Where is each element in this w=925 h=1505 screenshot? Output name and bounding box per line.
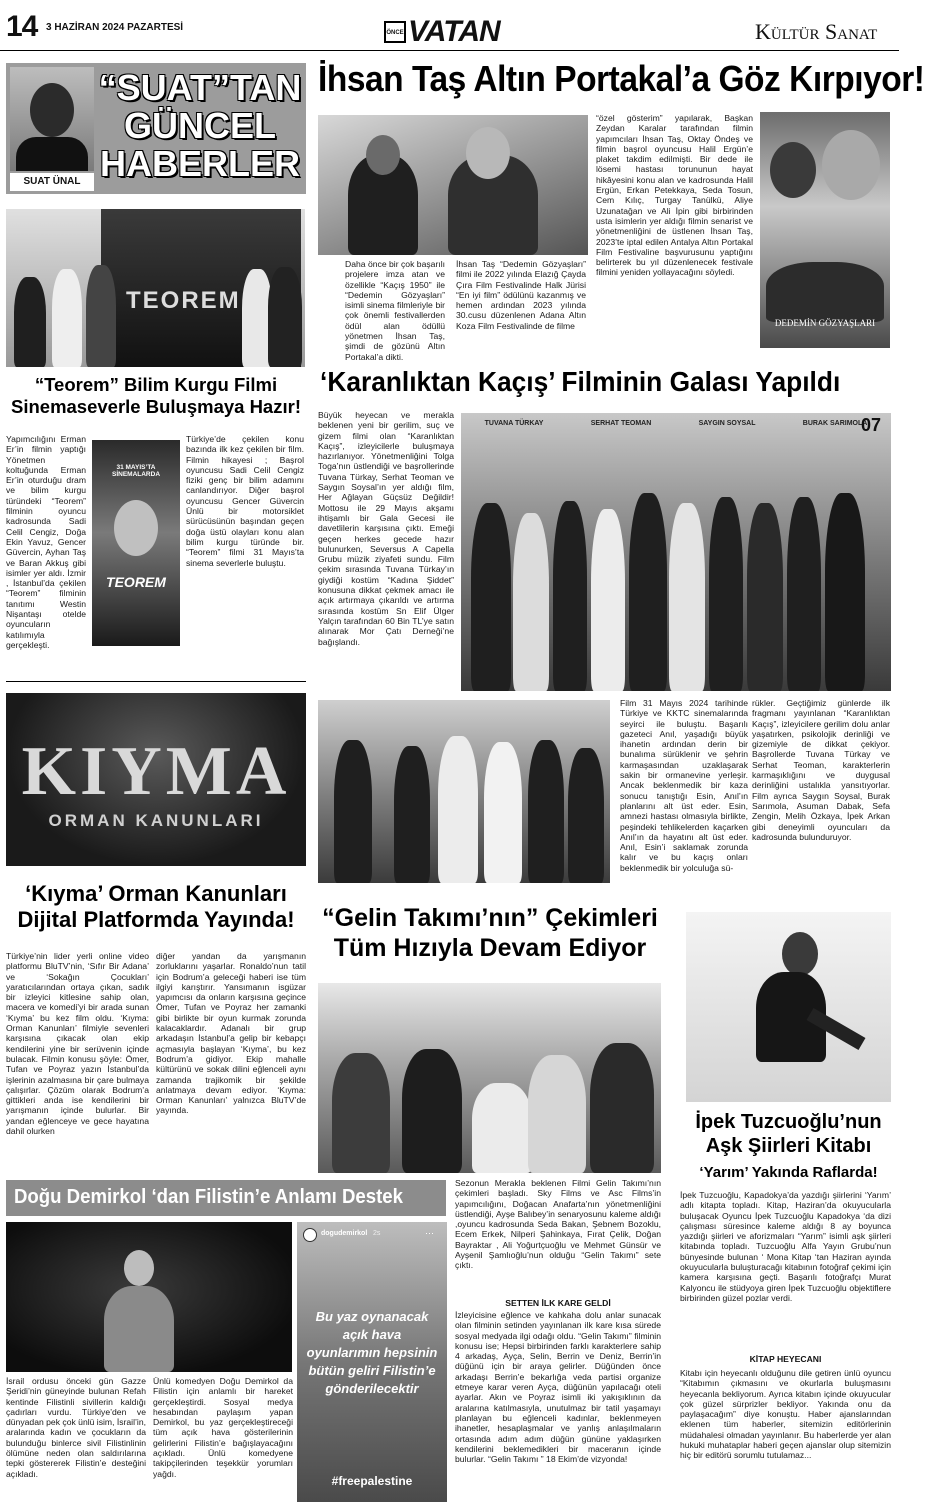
headline-kiyma-line: Dijital Platformda Yayında! — [17, 906, 295, 932]
logo-text: VATAN — [408, 15, 500, 48]
headline-dogu: Doğu Demirkol ‘dan Filistin’e Anlamı Destek — [14, 1186, 403, 1208]
teorem-body-col1: Yapımcılığını Erman Er’in filmin yaptığı Yönetmen koltuğunda Erman Er’in oturduğu dram ve bilim kurgu türündeki “Teorem” filminin oyuncu kadrosunda Sadi Celil Cengiz, Doğa Ekin Yavuz, Gencer Güvercin, Ayhan Taş ve Baran Akkuş gibi isimler yer aldı. İzmir , İstanbul’da çekilen “Teorem” filminin tanıtımı Westin Nişantaşı otelde oyuncuların katılımıyla gerçekleşti. — [6, 434, 86, 650]
dogu-body-col1: İsrail ordusu önceki gün Gazze Şeridi’nin güneyinde bulunan Refah kentinde Filistinli sivillerin kaldığı çadırları vurdu. Türkiye’den ve dünyadan pek çok ünlü isim, İsrail’in, aralarında kadın ve çocukların da bulunduğu binlerce sivil Filistinlinin ölümüne neden olan saldırılarına tepki göstererek Filistin’e desteğini açıkladı. — [6, 1376, 146, 1479]
karanlik-body-col3: rükler. Geçtiğimiz günlerde ilk fragmanı yayınlanan “Karanlıktan Kaçış”, izleyicilere gerilim dolu anlar yaşatırken, psikolojik derinliği ve gizemiyle de dikkat çekiyor. Başrollerde Tuvana Türkay ve Serhat Teoman, karakterlerin karmaşıklığını ve duygusal derinliğini ustalıkla yansıtıyorlar. Film ayrıca Saygın Soysal, Burak Sarımola, Asuman Dabak, Sefa Zengin, Melih Özkaya, İpek Arkan gibi deneyimli oyuncuları da kadrosunda bulunduruyor. — [752, 698, 890, 842]
headline-teorem-line: Sinemaseverle Buluşmaya Hazır! — [11, 395, 301, 417]
ipek-body-intro: İpek Tuzcuoğlu, Kapadokya’da yazdığı şiirlerini ‘Yarım’ adlı kitapta topladı. Kitap, Haziran’da okuyucularla buluşacak Oyuncu İpek Tuzcuoğlu Kapadokya ‘da dizi çalışması süresince kaleme aldığı 8 ay boyunca yazdığı şiirleri ve aforizmaları “Yarım” isimli aşk şiirleri kitabında topladı. Tuzcuoğlu Alfa Yayın Grubu’nun bünyesinde bulunan ‘ Mona Kitap ‘tan Haziran ayında okuyucularla buluşturacağı kitabının fotoğraf çekimi için kamera karşısına geçti. Başarılı fotoğrafçı Murat Kalyoncu ile stüdyoya giren İpek Tuzcuoğlu objektiflere birbirinden güzel pozlar verdi. — [680, 1190, 891, 1303]
author-body — [16, 137, 88, 171]
backdrop-date: 07 — [861, 415, 882, 435]
headline-kiyma — [6, 881, 306, 933]
section-name: Kültür Sanat — [755, 19, 878, 44]
headline-ipek — [686, 1110, 891, 1158]
ihsan-body-col2: İhsan Taş “Dedemin Gözyaşları” filmi ile 2022 yılında Elazığ Çayda Çıra Film Festivalinde Halk Jürisi “En iyi film” ödülünü kazanmış ve hemen ardından 2023 yılında 30.cusu düzenlenen Adana Altın Koza Film Festivalinde de filme — [456, 259, 586, 331]
instagram-story — [297, 1222, 447, 1502]
karanlik-body-intro: Büyük heyecan ve merakla beklenen yeni bir gerilim, suç ve gizem filmi olan “Karanlıktan Kaçış”, izleyicilerle buluşmaya hazırlanıyor. Yönetmenliğini Tolga Toga’nın üstlendiği ve başrollerinde Tuvana Türkay, Serhat Teoman ve Saygın Soysal’ın yer aldığı film, Her Ağlayan Güçsüz Değildir! Mottosu ile 29 Mayıs akşamı ihtişamlı bir Gala Gecesi ile davetlilerin karşısına çıktı. Emeği geçen herkes gecede hazır bulunurken, Seversus A Capella Grubu müzik ziyafeti sundu. Film çekim sırasında Tuvana Türkay’ın giydiği kostüm “Kadına Şiddet” konusuna dikkat çekmek amacı ile açık artırmaya çıkarıldı ve artırma sırasında kostüm Sn Elif Ülger Yalçın tarafından 60 Bin TL’ye satın alınarak Mor Çatı Derneği’ne bağışlandı. — [318, 410, 454, 647]
poster-teorem — [92, 440, 180, 646]
dogu-body-col2: Ünlü komedyen Doğu Demirkol da Filistin için anlamlı bir hareket gerçekleştirdi. Sosyal medya hesabından paylaşım yapan Demirkol, bu yaz gerçekleştireceği tüm açık hava gösterilerinin gelirlerini Filistin’e bağışlayacağını açıkladı. Ünlü komedyene takipçilerinden teşekkür yorumları yağdı. — [153, 1376, 293, 1479]
photo-ipek-tuzcuoglu — [686, 912, 891, 1102]
kiyma-body-col1: Türkiye’nin lider yerli online video platformu BluTV’nin, ‘Sıfır Bir Adana’ ve ‘Sokağın Çocukları’ yaratıcılarından ortaya çıkan, sadık bir izleyici kitlesine sahip olan, macera ve komedi’yi bir arada sunan ‘Kıyma’ bu kez film oldu. ‘Kıyma: Orman Kanunları’ filmiyle sevenleri karşısına çıkacak olan ekip kendilerini yine bir serüvenin içinde bulacak. Filmin konusu şöyle: Ömer, Tufan ve Poyraz yazın İstanbul’da işlerinin azalmasına bir çare bulmaya çalışırlar. Çözüm olarak Bodrum’a gittikleri anda ise kendilerini bir yarışmanın içinde bulurlar. Bir yandan eğlenceye ve gece hayatına dahil olurken — [6, 951, 149, 1137]
story-avatar — [303, 1228, 317, 1242]
kiyma-body-col2: diğer yandan da yarışmanın zorluklarını yaşarlar. Ronaldo’nun tatil için Bodrum’a geleceği haberi ise tüm ilgiyi karıştırır. Yansımanın isgüzar yapımcısı da onların karşısına geçince Ömer, Tufan ve Poyraz her zamanki gibi birlikte bir oyun kurmak zorunda kalacaklardır. Adanalı bir grup arkadaşın İstanbul’a gelip bir kebapçı açmasıyla başlayan ‘Kıyma’, bu kez Bodrum’a gidiyor. Ekip mahalle kültürünü ve sokak dilini eğlenceli aynı zamanda trajikomik bir şekilde anlatmaya devam ediyor. ‘Kıyma: Orman Kanunları’ yalnızca BluTV’de yayında. — [156, 951, 306, 1116]
headline-ipek-line: İpek Tuzcuoğlu’nun — [695, 1111, 882, 1133]
author-name: SUAT ÜNAL — [10, 173, 94, 191]
ihsan-body-col1: Daha önce bir çok başarılı projelere imza atan ve özellikle “Kaçış 1950” ile “Dedemin Gözyaşları” isimli sinema filmleriyle bir çok önemli festivallerden ödül alan ödüllü yönetmen İhsan Taş, şimdi de gözünü Altın Portakal’a dikti. — [345, 259, 445, 362]
column-title-line: HABERLER — [99, 143, 300, 184]
column-title-line: GÜNCEL — [124, 105, 276, 146]
backdrop-name: SERHAT TEOMAN — [590, 419, 652, 427]
masthead-rule — [0, 50, 899, 51]
headline-kiyma-line: ‘Kıyma’ Orman Kanunları — [25, 881, 287, 906]
author-photo — [10, 67, 94, 171]
divider — [6, 681, 306, 682]
backdrop-name: BURAK SARIMOLA — [802, 419, 868, 427]
headline-gelin-line: “Gelin Takımı’nın” Çekimleri — [322, 904, 658, 932]
backdrop-name: SAYGIN SOYSAL — [698, 419, 756, 427]
author-head — [30, 83, 74, 137]
issue-date: 3 HAZİRAN 2024 PAZARTESİ — [46, 22, 184, 33]
masthead — [0, 0, 899, 50]
ipek-subhead: KİTAP HEYECANI — [749, 1354, 822, 1364]
photo-teorem-cast — [6, 209, 305, 367]
teorem-body-col2: Türkiye’de çekilen konu bazında ilk kez çekilen bir film. Filmin hikayesi ; Başrol oyuncusu Sadi Celil Cengiz fiziki genç bir bilim adamını canlandırıyor. Diğer başrol oyuncusu Gencer Güvercin Ünlü bir motorsiklet sürücüsünün başından geçen doğa üstü olayları konu alan bilim kurgu türünde bir. “Teorem” filmi 31 Mayıs’ta sinema severlerle buluştu. — [186, 434, 304, 568]
headline-teorem-line: “Teorem” Bilim Kurgu Filmi — [34, 374, 278, 395]
story-text: Bu yaz oynanacak açık hava oyunlarımın hepsinin bütün geliri Filistin’e gönderilecektir — [306, 1309, 438, 1396]
page-number: 14 — [6, 10, 38, 43]
poster-title-dedemin: DEDEMİN GÖZYAŞLARI — [774, 318, 876, 328]
poster-teorem-date: 31 MAYIS’TA SİNEMALARDA — [111, 464, 161, 478]
kiyma-title-art: KIYMA — [21, 733, 291, 810]
photo-karanlik-gala-stage — [318, 700, 610, 883]
newspaper-logo — [384, 17, 514, 47]
banner-dogu — [6, 1180, 446, 1216]
column-banner — [6, 63, 306, 194]
backdrop-name: TUVANA TÜRKAY — [484, 419, 544, 427]
poster-teorem-title: TEOREM — [106, 574, 166, 590]
column-title — [98, 69, 302, 183]
headline-karanlik: ‘Karanlıktan Kaçış’ Filminin Galası Yapıldı — [320, 366, 841, 397]
poster-dedemin-gozyaslari — [760, 112, 890, 348]
headline-ihsan: İhsan Taş Altın Portakal’a Göz Kırpıyor! — [318, 58, 925, 99]
column-title-line: “SUAT”TAN — [98, 67, 302, 108]
photo-dogu-stage — [6, 1222, 292, 1372]
subheadline-ipek: ‘Yarım’ Yakında Raflarda! — [699, 1164, 878, 1181]
logo-badge: ÖNCE — [384, 21, 406, 43]
story-handle: dogudemirkol — [321, 1230, 368, 1237]
ihsan-body-col3: “özel gösterim” yapılarak, Başkan Zeydan Karalar tarafından filmin yapımcıları İhsan Taş, Oktay Öndeş ve filmin başrol oyuncusu Halil Ergün’e plaket takdim edilmişti. Bir dede ile lösemi hastası torununun hayat hikâyesini konu alan ve kadrosunda Halil Ergün, Erkan Petekkaya, Seda Tosun, Cem Kılıç, Turgay Tanülkü, Aliye Uzunatağan ve Ali İpin gibi birbirinden usta isimlerin yer aldığı filmin senarist ve yönetmenliğini de üstlenen İhsan Taş, 2023’te iptal edilen Antalya Altın Portakal Film Festivaline başvurusunu yaptığını belirterek bu yıl düzenlenecek festivale filmini yeniden yollayacağını söyledi. — [596, 113, 753, 278]
headline-teorem — [6, 374, 306, 418]
gelin-body-intro: Sezonun Merakla beklenen Filmi Gelin Takımı’nın çekimleri başladı. Sky Films ve Asc Films’in yapımcılığını, Doğacan Anafarta’nın yönetmenliğini üstlendiği, Ayşe Balıbey’in senaryosunu kaleme aldığı ,oyuncu kadrosunda Seda Bakan, Şebnem Bozoklu, Ecem Erkek, Nilperi Şahinkaya, Fırat Çelik, Doğan Bayraktar , Ali Yoğurtçuoğlu ve Mehmet Günsür ve Ayşenil Şamlıoğlu’nun olduğu “Gelin Takımı” sete çıktı. — [455, 1178, 661, 1271]
headline-ipek-line: Aşk Şiirleri Kitabı — [705, 1135, 872, 1157]
story-hashtag[interactable]: #freepalestine — [331, 1474, 413, 1488]
ipek-body-rest: Kitabı için heyecanlı olduğunu dile getiren ünlü oyuncu “Kitabımın çıkmasını ve okurlarla buluşmasını heyecanla bekliyorum. Ayrıca kitabın içinde okuyucular çok güzel sürprizler bekliyor. Yakında onu da paylaşacağım” diye konuştu. Haber ajanslarından eklenen tüm haberler, sitemizin editörlerinin müdahalesi olmadan yayınlanır. Bu haberlerde yer alan hukuki muhataplar haberi geçen ajanslar olup sitemizin hiç bir editörü sorumlu tutulamaz... — [680, 1368, 891, 1461]
gelin-body-rest: İzleyicisine eğlence ve kahkaha dolu anlar sunacak olan filminin setinden yayınlanan ilk kare kısa sürede sosyal medyada ilgi odağı oldu. “Gelin Takımı” filminin konusu ise; Hepsi birbirinden farklı karakterlere sahip 4 arkadaş, Ayça, Selin, Berrin ve Deniz, Berrin’in düğünü için bir araya gelirler. Düğünden önce arkadaşı Berrin’e bekarlığa veda partisi organize etmeye karar veren Ayça, düğünün yapılacağı oteli ayarlar. Akın ve Poyraz isimli iki yakışıklının da aralarına katılmasıyla, unutulmaz bir tatil yaşamayı planlayan bu eğlenceli kadınlar, beklenmeyen ihanetler, hesaplaşmalar ve yanlış anlaşılmaların ortasında adım adım düğün gününe yaklaşırken kendilerini beklemedikleri bir maceranın içinde bulurlar. “Gelin Takımı ” 18 Ekim’de vizyonda! — [455, 1310, 661, 1465]
karanlik-body-col2: Film 31 Mayıs 2024 tarihinde Türkiye ve KKTC sinemalarında seyirci ile buluştu. Başarılı gazeteci Anıl, yaşadığı büyük ihanetin ardından derin bir bunalıma sürüklenir ve şehrin karmaşasından uzaklaşarak sakin bir ormanevine yerleşir. Ancak beklenmedik bir kaza sonucu tanıştığı Esin, Anıl’ın planlarını alt üst eder. Esin, amnezi hastası olmasıyla birlikte, peşindeki tehlikelerden kaçarken Anıl’ın da hayatını alt üst eder. Anıl, Esin’i saklamak zorunda kalır ve bu kaçış onları beklenmedik bir yolculuğa sü- — [620, 698, 748, 873]
photo-gelin-takimi-set — [318, 983, 661, 1173]
headline-gelin — [318, 903, 662, 963]
kiyma-subtitle-art: ORMAN KANUNLARI — [48, 811, 264, 830]
headline-gelin-line: Tüm Hızıyla Devam Ediyor — [333, 934, 647, 962]
photo-ihsan-tas — [318, 115, 588, 255]
photo-sign-teorem: TEOREM — [126, 287, 241, 314]
gelin-subhead: SETTEN İLK KARE GELDİ — [505, 1298, 611, 1308]
photo-kiyma-poster — [6, 693, 306, 866]
story-time: 2s — [373, 1230, 381, 1237]
photo-karanlik-gala-group — [461, 413, 891, 691]
story-more-icon[interactable]: ⋯ — [425, 1228, 434, 1238]
